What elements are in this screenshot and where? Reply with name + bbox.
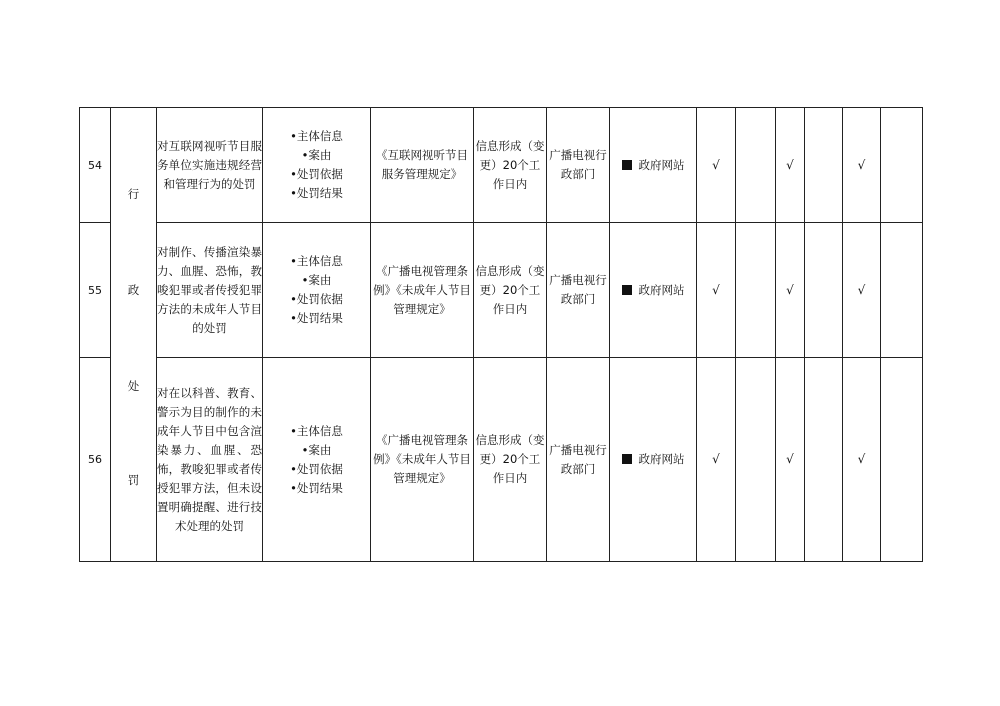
check-cell: √ [697,223,736,358]
row-number: 54 [80,108,111,223]
disclosure-basis: 《广播电视管理条例》《未成年人节目管理规定》 [371,358,474,562]
disclosure-department: 广播电视行政部门 [547,358,610,562]
disclosure-channel: 政府网站 [610,108,697,223]
category-char: 罚 [127,472,140,487]
check-cell: √ [843,223,881,358]
disclosure-period: 信息形成（变更）20个工作日内 [474,358,547,562]
check-cell [805,223,843,358]
check-cell [736,358,776,562]
square-bullet-icon [622,285,632,295]
disclosure-channel: 政府网站 [610,223,697,358]
disclosure-department: 广播电视行政部门 [547,223,610,358]
check-cell: √ [697,358,736,562]
check-cell: √ [843,358,881,562]
table-row [80,223,923,358]
square-bullet-icon [622,160,632,170]
check-cell [881,223,923,358]
disclosure-channel: 政府网站 [610,358,697,562]
check-cell: √ [776,108,805,223]
check-cell [805,108,843,223]
table-row [80,108,923,223]
check-cell [736,223,776,358]
row-number: 55 [80,223,111,358]
disclosure-basis: 《广播电视管理条例》《未成年人节目管理规定》 [371,223,474,358]
item-name: 对制作、传播渲染暴力、血腥、恐怖，教唆犯罪或者传授犯罪方法的未成年人节目的处罚 [157,223,263,358]
disclosure-content: •主体信息 •案由 •处罚依据 •处罚结果 [263,358,371,562]
check-cell: √ [776,358,805,562]
category-char: 处 [127,378,140,393]
disclosure-content: •主体信息 •案由 •处罚依据 •处罚结果 [263,223,371,358]
disclosure-period: 信息形成（变更）20个工作日内 [474,223,547,358]
category-char: 政 [127,282,140,297]
disclosure-basis: 《互联网视听节目服务管理规定》 [371,108,474,223]
disclosure-department: 广播电视行政部门 [547,108,610,223]
category-char: 行 [127,186,140,201]
check-cell [881,108,923,223]
disclosure-period: 信息形成（变更）20个工作日内 [474,108,547,223]
check-cell [736,108,776,223]
check-cell: √ [697,108,736,223]
check-cell [881,358,923,562]
check-cell: √ [776,223,805,358]
category-cell [111,108,157,562]
row-number: 56 [80,358,111,562]
item-name: 对互联网视听节目服务单位实施违规经营和管理行为的处罚 [157,108,263,223]
check-cell: √ [843,108,881,223]
table-row [80,358,923,562]
disclosure-table [79,107,923,562]
item-name: 对在以科普、教育、警示为目的制作的未成年人节目中包含渲染暴力、血腥、恐怖，教唆犯罪或者传授犯罪方法，但未设置明确提醒、进行技术处理的处罚 [157,358,263,562]
check-cell [805,358,843,562]
disclosure-content: •主体信息 •案由 •处罚依据 •处罚结果 [263,108,371,223]
square-bullet-icon [622,454,632,464]
